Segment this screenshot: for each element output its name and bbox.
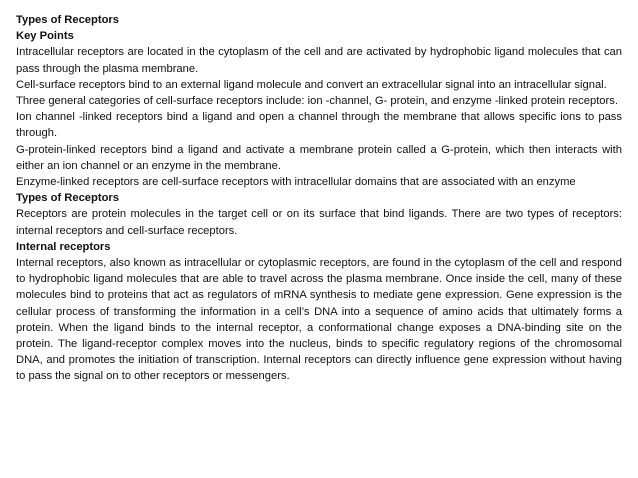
types-of-receptors-paragraph: Receptors are protein molecules in the target cell or on its surface that bind ligands. There are two types of receptors: internal receptors and cell-surface receptors. <box>16 208 622 237</box>
document-page <box>16 12 622 385</box>
key-point-paragraph: Ion channel -linked receptors bind a ligand and open a channel through the membrane that allows specific ions to pass through. <box>16 111 622 140</box>
key-point-paragraph: Cell-surface receptors bind to an external ligand molecule and convert an extracellular signal into an intracellular signal. <box>16 78 607 91</box>
section-heading-types-of-receptors: Types of Receptors <box>16 192 119 205</box>
key-point-paragraph: G-protein-linked receptors bind a ligand and activate a membrane protein called a G-protein, which then interacts with either an ion channel or an enzyme in the membrane. <box>16 143 622 172</box>
page-title: Types of Receptors <box>16 14 119 26</box>
key-point-paragraph: Enzyme-linked receptors are cell-surface receptors with intracellular domains that are associated with an enzyme <box>16 176 576 189</box>
section-heading-internal-receptors: Internal receptors <box>16 240 111 253</box>
internal-receptors-paragraph: Internal receptors, also known as intracellular or cytoplasmic receptors, are found in the cytoplasm of the cell and respond to hydrophobic ligand molecules that are able to travel across the plasma membrane. Once inside the cell, many of these molecules bind to proteins that act as regulators of mRNA synthesis to mediate gene expression. Gene expression is the cellular process of transforming the information in a cell’s DNA into a sequence of amino acids that ultimately forms a protein. When the ligand binds to the internal receptor, a conformational change exposes a DNA-binding site on the protein. The ligand-receptor complex moves into the nucleus, binds to specific regulatory regions of the chromosomal DNA, and promotes the initiation of transcription. Internal receptors can directly influence gene expression without having to pass the signal on to other receptors or messengers. <box>16 257 622 383</box>
key-point-paragraph: Three general categories of cell-surface receptors include: ion -channel, G- protein, and enzyme -linked protein receptors. <box>16 95 618 108</box>
key-points-heading: Key Points <box>16 30 74 43</box>
key-point-paragraph: Intracellular receptors are located in the cytoplasm of the cell and are activated by hydrophobic ligand molecules that can pass through the plasma membrane. <box>16 46 622 75</box>
